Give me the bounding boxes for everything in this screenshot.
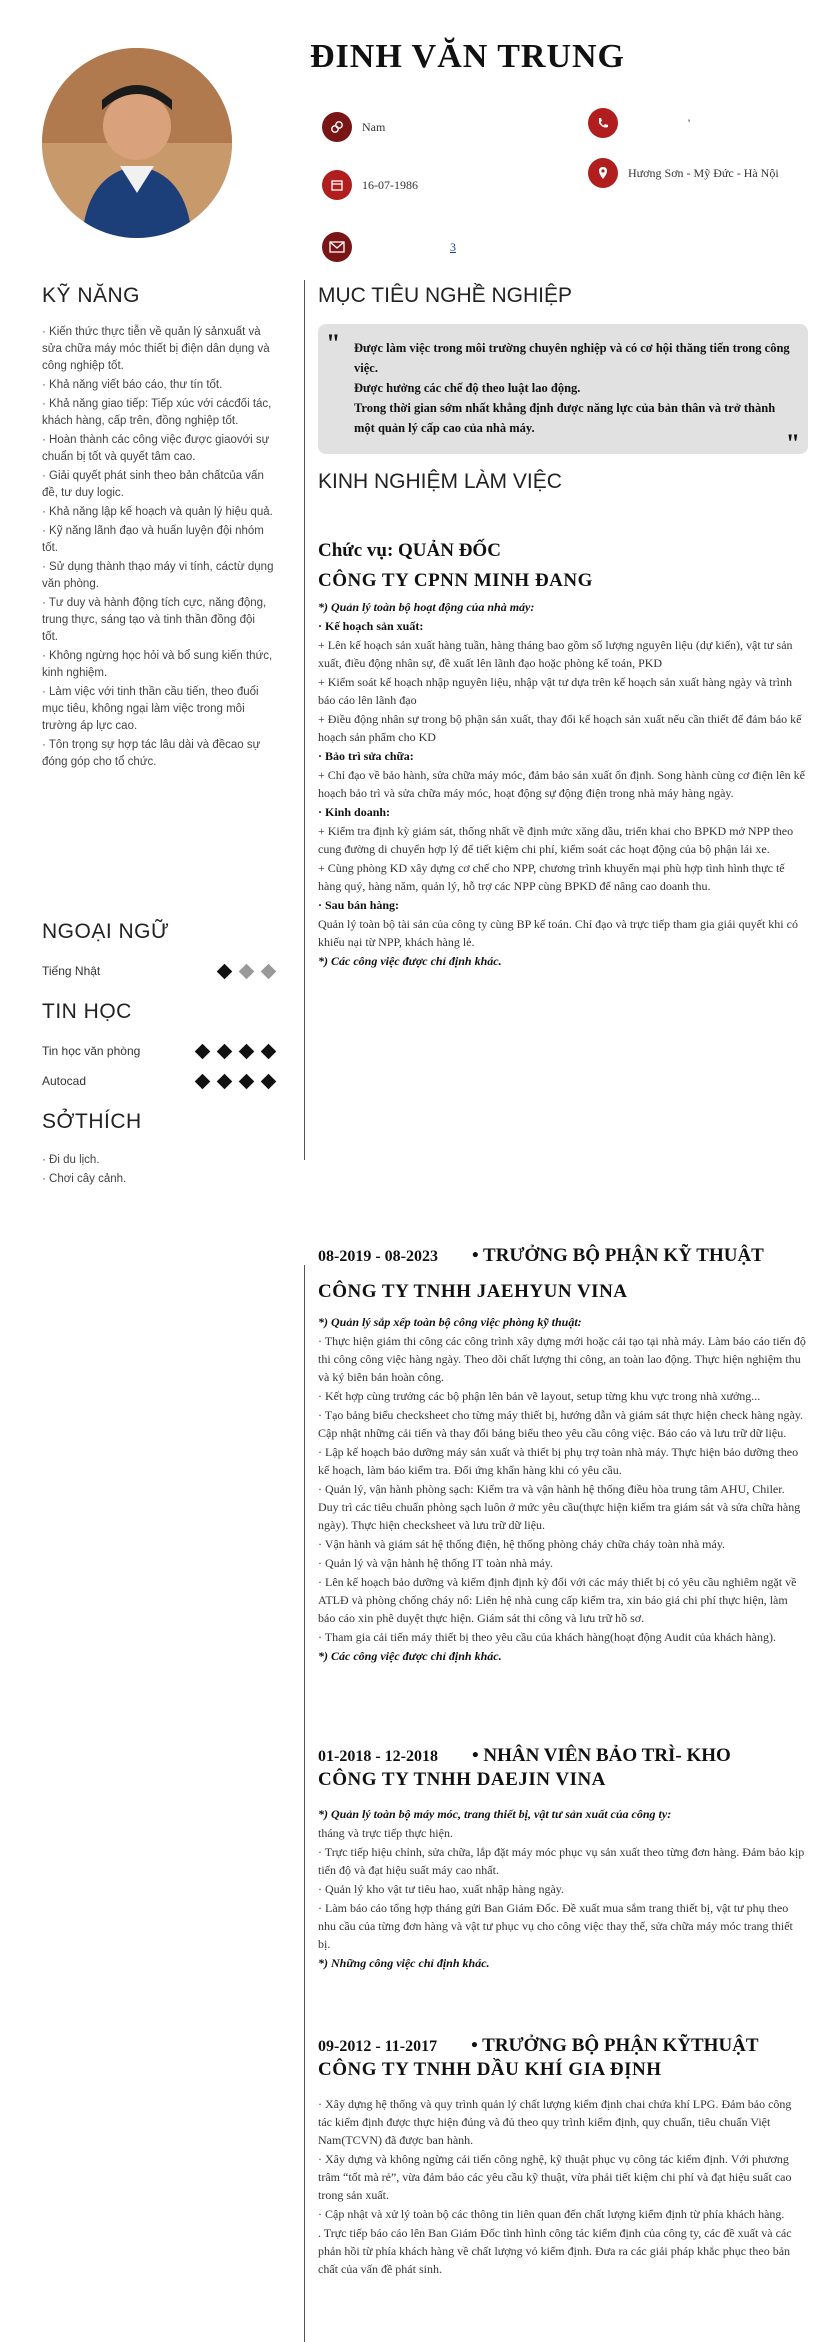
skill-item: · Giải quyết phát sinh theo bản chấtcủa vấn đề, tư duy logic. xyxy=(42,470,264,499)
objective-title: MỤC TIÊU NGHỀ NGHIỆP xyxy=(318,284,572,307)
level-dot xyxy=(195,1073,211,1089)
detail-line: · Quản lý, vận hành phòng sạch: Kiểm tra và vận hành hệ thống điều hòa trung tâm AHU, Chiler. Duy trì các tiêu chuẩn phòng sạch luôn ở mức yêu cầu(thực hiện kiểm tra giám sát và sửa chữa hàng ngày). Thực hiện checksheet và lưu trữ dữ liệu. xyxy=(318,1482,801,1532)
job-position: • NHÂN VIÊN BẢO TRÌ- KHO xyxy=(471,1745,731,1766)
job-details xyxy=(318,1805,808,1972)
detail-line: · Quản lý kho vật tư tiêu hao, xuất nhập hàng ngày. xyxy=(318,1882,564,1896)
detail-line: + Lên kế hoạch sản xuất hàng tuần, hàng tháng bao gồm số lượng nguyên liệu (dự kiến), vật tư sản xuất, điều động nhân sự, đề xuất lên lãnh đạo hoặc phòng kế toán, PKD xyxy=(318,638,793,670)
job-position: • TRƯỞNG BỘ PHẬN KỸTHUẬT xyxy=(471,2035,759,2056)
avatar xyxy=(42,48,232,238)
location-icon xyxy=(588,158,618,188)
detail-line: + Kiểm soát kế hoạch nhập nguyên liệu, nhập vật tư dựa trên kế hoạch sản xuất hàng ngày và trình báo cáo lên lãnh đạo xyxy=(318,675,792,707)
gender-value: Nam xyxy=(362,119,386,134)
column-divider xyxy=(304,1265,305,2342)
skill-item: · Khả năng giao tiếp: Tiếp xúc với cácđối tác, khách hàng, cấp trên, đồng nghiệp tốt. xyxy=(42,398,272,427)
objective-section xyxy=(318,284,808,458)
detail-line: · Lên kế hoạch bảo dưỡng và kiểm định định kỳ đối với các máy thiết bị có yêu cầu nghiêm ngặt về ATLĐ và phòng chống cháy nổ: Liên hệ nhà cung cấp kiểm tra, xin báo giá chi phí thực hiện, làm báo cáo xin phê duyệt thực hiện. Giám sát thi công và lưu trữ hồ sơ. xyxy=(318,1575,797,1625)
job-daejin xyxy=(318,1745,808,1973)
detail-line: *) Các công việc được chỉ định khác. xyxy=(318,1649,502,1663)
job-company: CÔNG TY TNHH DẦU KHÍ GIA ĐỊNH xyxy=(318,2059,662,2080)
detail-line: · Xây dựng và không ngừng cải tiến công nghệ, kỹ thuật phục vụ công tác kiểm định. Với phương trâm “tốt mà rẻ”, vừa đảm bảo các yêu cầu kỹ thuật, vừa phải tiết kiệm chi phí và đạt hiệu suất cao trong sản xuất. xyxy=(318,2152,792,2202)
email-value[interactable]: 3 xyxy=(450,239,456,254)
detail-line: + Chỉ đạo về bảo hành, sửa chữa máy móc, đảm bảo sản xuất ổn định. Song hành cùng cơ điện lên kế hoạch bảo trì và sửa chữa máy móc, hoạt động sự động điện trong nhà máy hàng ngày. xyxy=(318,768,806,800)
birthdate-info xyxy=(322,170,418,200)
language-level xyxy=(219,966,274,977)
skill-item: · Tôn trọng sự hợp tác lâu dài và đềcao sự đóng góp cho tổ chức. xyxy=(42,739,261,768)
job-date: 01-2018 - 12-2018 xyxy=(318,1748,438,1765)
objective-line: Được làm việc trong môi trường chuyên nghiệp và có cơ hội thăng tiến trong công việc. xyxy=(354,341,790,375)
job-gia-dinh xyxy=(318,2035,808,2279)
hobbies-section xyxy=(42,1110,274,1190)
hobby-item: · Đi du lịch. xyxy=(42,1154,100,1166)
experience-section xyxy=(318,470,808,494)
level-dot xyxy=(261,963,277,979)
column-divider xyxy=(304,280,305,1160)
detail-line: · Kế hoạch sản xuất: xyxy=(318,619,424,633)
level-dot xyxy=(239,1073,255,1089)
skills-list xyxy=(42,324,274,771)
detail-line: · Kinh doanh: xyxy=(318,805,391,819)
level-dot xyxy=(217,1073,233,1089)
skills-section xyxy=(42,284,274,773)
detail-line: *) Quản lý toàn bộ máy móc, trang thiết bị, vật tư sản xuất của công ty: xyxy=(318,1807,672,1821)
objective-line: Trong thời gian sớm nhất khẳng định được năng lực của bản thân và trở thành một quản lý cấp cao của nhà máy. xyxy=(354,401,776,435)
skill-item: · Kỹ năng lãnh đạo và huấn luyện đội nhóm tốt. xyxy=(42,525,264,554)
level-dot xyxy=(217,963,233,979)
detail-line: · Lập kế hoạch bảo dưỡng máy sản xuất và thiết bị phụ trợ toàn nhà máy. Thực hiện bảo dưỡng theo kế hoạch, làm báo kiểm tra. Đối ứng khẩn hàng khi có yêu cầu. xyxy=(318,1445,799,1477)
objective-box xyxy=(318,324,808,458)
quote-close-icon: " xyxy=(785,429,800,458)
it-section xyxy=(42,1000,274,1088)
detail-line: · Tham gia cải tiến máy thiết bị theo yêu cầu của khách hàng(hoạt động Audit của khách hàng). xyxy=(318,1630,776,1644)
address-info xyxy=(588,158,779,188)
phone-info xyxy=(588,108,690,138)
job-date: 08-2019 - 08-2023 xyxy=(318,1248,438,1265)
languages-title: NGOẠI NGỮ xyxy=(42,920,170,943)
job-details xyxy=(318,1313,808,1665)
job-position: Chức vụ: QUẢN ĐỐC xyxy=(318,540,501,561)
skill-item: · Kiến thức thực tiễn về quản lý sảnxuất và sửa chữa máy móc thiết bị điện dân dụng và công nghiệp tốt. xyxy=(42,326,270,372)
detail-line: · Trực tiếp hiệu chỉnh, sửa chữa, lắp đặt máy móc phục vụ sản xuất theo từng đơn hàng. Đảm bảo kịp tiến độ và đạt hiệu suất máy cao nhất. xyxy=(318,1845,805,1877)
detail-line: + Điều động nhân sự trong bộ phận sản xuất, thay đổi kế hoạch sản xuất nếu cần thiết để đảm bảo kế hoạch sản phẩm cho KD xyxy=(318,712,802,744)
detail-line: · Vận hành và giám sát hệ thống điện, hệ thống phòng cháy chữa cháy toàn nhà máy. xyxy=(318,1537,726,1551)
it-title: TIN HỌC xyxy=(42,1000,132,1023)
full-name: ĐINH VĂN TRUNG xyxy=(310,38,626,75)
level-dot xyxy=(217,1043,233,1059)
it-row xyxy=(42,1044,274,1058)
level-dot xyxy=(239,963,255,979)
hobbies-list xyxy=(42,1152,274,1188)
it-level xyxy=(197,1076,274,1087)
gender-info xyxy=(322,112,385,142)
detail-line: · Kết hợp cùng trưởng các bộ phận lên bản vẽ layout, setup từng khu vực trong nhà xưởng... xyxy=(318,1389,761,1403)
detail-line: *) Quản lý sắp xếp toàn bộ công việc phòng kỹ thuật: xyxy=(318,1315,582,1329)
job-position: • TRƯỞNG BỘ PHẬN KỸ THUẬT xyxy=(471,1245,764,1266)
objective-line: Được hưởng các chế độ theo luật lao động. xyxy=(354,381,581,395)
detail-line: · Cập nhật và xử lý toàn bộ các thông tin liên quan đến chất lượng kiểm định từ phía khách hàng. xyxy=(318,2207,785,2221)
skills-title: KỸ NĂNG xyxy=(42,284,141,307)
hobby-item: · Chơi cây cảnh. xyxy=(42,1173,127,1185)
experience-title: KINH NGHIỆM LÀM VIỆC xyxy=(318,470,562,493)
detail-line: · Tạo bảng biểu checksheet cho từng máy thiết bị, hướng dẫn và giám sát thực hiện check hàng ngày. Cập nhật những cải tiến và thay đổi bảng biểu theo yêu cầu công việc. Báo cáo và lưu trữ dữ liệu. xyxy=(318,1408,804,1440)
job-details xyxy=(318,598,808,970)
mail-icon xyxy=(322,232,352,262)
it-name: Tin học văn phòng xyxy=(42,1044,141,1058)
language-name: Tiếng Nhật xyxy=(42,964,101,978)
it-name: Autocad xyxy=(42,1074,87,1088)
job-jaehyun xyxy=(318,1245,808,1666)
skill-item: · Hoàn thành các công việc được giaovới sự chuẩn bị tốt và quyết tâm cao. xyxy=(42,434,270,463)
quote-open-icon: " xyxy=(326,329,341,358)
it-level xyxy=(197,1046,274,1057)
level-dot xyxy=(195,1043,211,1059)
detail-line: *) Quản lý toàn bộ hoạt động của nhà máy: xyxy=(318,600,535,614)
it-row xyxy=(42,1074,274,1088)
skill-item: · Không ngừng học hỏi và bổ sung kiến thức, kinh nghiệm. xyxy=(42,650,273,679)
detail-line: · Bảo trì sửa chữa: xyxy=(318,749,414,763)
detail-line: tháng và trực tiếp thực hiện. xyxy=(318,1826,453,1840)
detail-line: . Trực tiếp báo cáo lên Ban Giám Đốc tình hình công tác kiểm định của công ty, các đề xuất và các phản hồi từ phía khách hàng về chất lượng vỏ kiểm định. Đưa ra các giải pháp khắc phục theo bản chất của vấn đề phát sinh. xyxy=(318,2226,792,2276)
detail-line: · Quản lý và vận hành hệ thống IT toàn nhà máy. xyxy=(318,1556,553,1570)
language-row xyxy=(42,964,274,978)
job-details xyxy=(318,2095,808,2278)
detail-line: · Sau bán hàng: xyxy=(318,898,400,912)
job-date: 09-2012 - 11-2017 xyxy=(318,2038,438,2055)
skill-item: · Khả năng lập kế hoạch và quản lý hiệu quả. xyxy=(42,506,273,518)
detail-line: + Kiểm tra định kỳ giám sát, thống nhất về định mức xăng dầu, triển khai cho BPKD mở NPP theo cung đường di chuyển hợp lý để tiết kiệm chi phí, kiểm soát các hoạt động của bộ phận lái xe. xyxy=(318,824,794,856)
skill-item: · Sử dụng thành thạo máy vi tính, cáctừ dụng văn phòng. xyxy=(42,561,274,590)
email-info[interactable] xyxy=(322,232,456,262)
skill-item: · Tư duy và hành động tích cực, năng động, trung thực, sáng tạo và tinh thần đồng đội tốt. xyxy=(42,597,267,643)
level-dot xyxy=(261,1073,277,1089)
job-minh-dang xyxy=(318,540,808,971)
birthdate-value: 16-07-1986 xyxy=(362,177,418,192)
detail-line: *) Những công việc chỉ định khác. xyxy=(318,1956,490,1970)
job-company: CÔNG TY CPNN MINH ĐANG xyxy=(318,570,593,591)
detail-line: *) Các công việc được chỉ định khác. xyxy=(318,954,502,968)
detail-line: · Làm báo cáo tổng hợp tháng gửi Ban Giám Đốc. Đề xuất mua sắm trang thiết bị, vật tư phụ theo nhu cầu của từng đơn hàng và vật tư phục vụ cho công việc thay thế, sửa chữa máy móc trang thiết bị. xyxy=(318,1901,793,1951)
detail-line: · Xây dựng hệ thống và quy trình quản lý chất lượng kiểm định chai chứa khí LPG. Đảm bảo công tác kiểm định được thực hiện đúng và đủ theo quy trình kiểm định, quy chuẩn, tiêu chuẩn Việt Nam(TCVN) đã được ban hành. xyxy=(318,2097,792,2147)
job-company: CÔNG TY TNHH JAEHYUN VINA xyxy=(318,1281,628,1302)
gender-icon xyxy=(322,112,352,142)
skill-item: · Khả năng viết báo cáo, thư tín tốt. xyxy=(42,379,223,391)
address-value: Hương Sơn - Mỹ Đức - Hà Nội xyxy=(628,165,779,180)
phone-value: ' xyxy=(688,115,691,130)
calendar-icon xyxy=(322,170,352,200)
phone-icon xyxy=(588,108,618,138)
detail-line: + Cùng phòng KD xây dựng cơ chế cho NPP, chương trình khuyến mại phù hợp tình hình thực tế hàng quý, hàng năm, quản lý, hỗ trợ các NPP cùng BPKD để nâng cao doanh thu. xyxy=(318,861,785,893)
detail-line: · Thực hiện giám thi công các công trình xây dựng mới hoặc cải tạo tại nhà máy. Làm báo cáo tiến độ thi công công việc hàng ngày. Theo dõi chất lượng thi công, an toàn lao động. Thực hiện nghiệm thu và ký biên bản hoàn công. xyxy=(318,1334,806,1384)
detail-line: Quản lý toàn bộ tài sản của công ty cùng BP kế toán. Chỉ đạo và trực tiếp tham gia giải quyết khi có khiếu nại từ NPP, khách hàng lẻ. xyxy=(318,917,798,949)
hobbies-title: SỞTHÍCH xyxy=(42,1110,142,1133)
skill-item: · Làm việc với tinh thần cầu tiến, theo đuổi mục tiêu, không ngại làm việc trong môi trường áp lực cao. xyxy=(42,686,259,732)
job-company: CÔNG TY TNHH DAEJIN VINA xyxy=(318,1769,606,1790)
languages-section xyxy=(42,920,274,978)
level-dot xyxy=(261,1043,277,1059)
level-dot xyxy=(239,1043,255,1059)
